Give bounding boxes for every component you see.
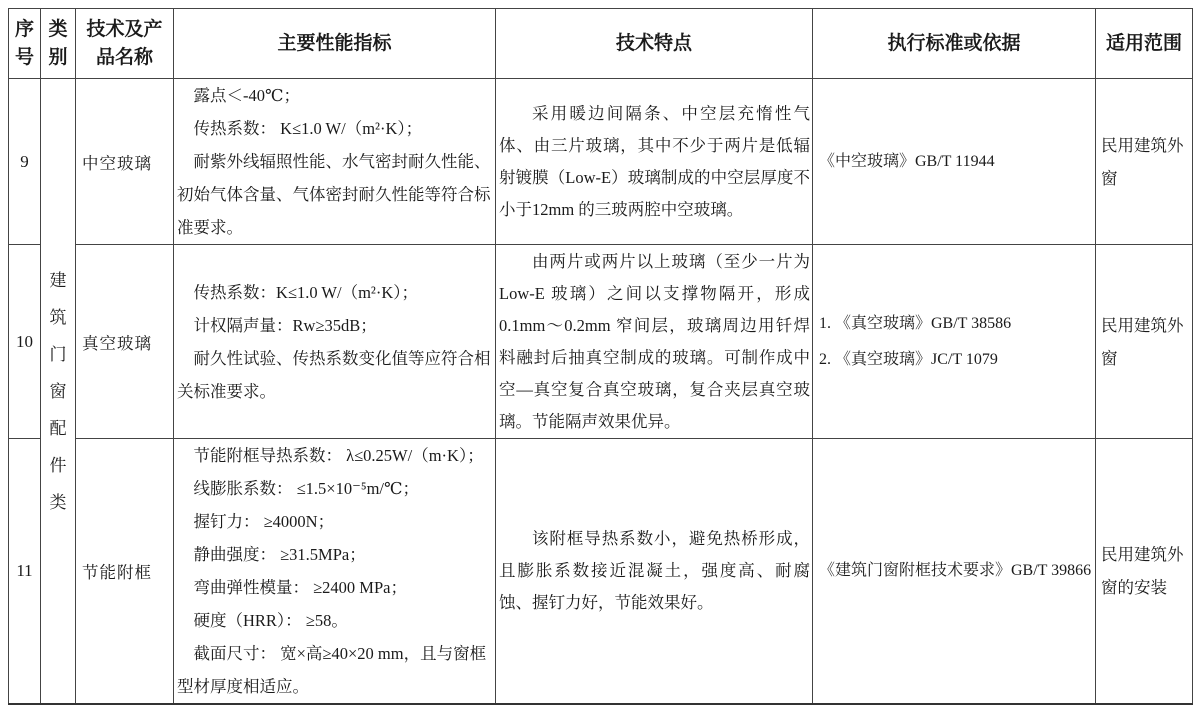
row10-performance-line: 传热系数：K≤1.0 W/（m²·K）； <box>193 282 419 302</box>
row11-performance-line: 线膨胀系数： ≤1.5×10⁻⁵m/℃； <box>193 479 419 498</box>
header-features: 技术特点 <box>496 9 813 79</box>
row10-product-name: 真空玻璃 <box>76 245 174 439</box>
row9-performance-line: 露点＜-40℃； <box>193 86 300 105</box>
row10-seq-no: 10 <box>9 245 41 439</box>
row10-scope-cell: 民用建筑外窗 <box>1096 245 1193 439</box>
row9-seq-no: 9 <box>9 79 41 245</box>
row9-scope-cell: 民用建筑外窗 <box>1096 79 1193 245</box>
header-performance: 主要性能指标 <box>174 9 496 79</box>
category-cell <box>41 79 76 705</box>
row9-standards-cell <box>813 79 1096 245</box>
row11-features-cell <box>496 439 813 705</box>
row11-product-name: 节能附框 <box>76 439 174 705</box>
row11-performance-line: 节能附框导热系数： λ≤0.25W/（m·K）； <box>193 446 484 465</box>
header-scope: 适用范围 <box>1096 9 1193 79</box>
row11-performance-line: 截面尺寸： 宽×高≥40×20 mm，且与窗框型材厚度相适应。 <box>177 644 487 696</box>
header-row <box>9 9 1193 79</box>
row11-standards-cell <box>813 439 1096 705</box>
row9-performance-cell <box>174 79 496 245</box>
row10-performance-cell <box>174 245 496 439</box>
row10-standards-cell <box>813 245 1096 439</box>
row11-seq-no: 11 <box>9 439 41 705</box>
row9-performance-line: 传热系数： K≤1.0 W/（m²·K）； <box>193 119 423 138</box>
header-standards: 执行标准或依据 <box>813 9 1096 79</box>
row10-performance-line: 计权隔声量：Rw≥35dB； <box>193 315 377 335</box>
row9-product-name: 中空玻璃 <box>76 79 174 245</box>
row10-features-cell <box>496 245 813 439</box>
row9-features-text: 采用暖边间隔条、中空层充惰性气体、由三片玻璃，其中不少于两片是低辐射镀膜（Low-E）玻璃制成的中空层厚度不小于12mm 的三玻两腔中空玻璃。 <box>499 103 810 219</box>
row11-standard-line: 《建筑门窗附框技术要求》GB/T 39866 <box>819 562 1092 579</box>
row11-performance-line: 弯曲弹性模量： ≥2400 MPa； <box>193 578 407 597</box>
table-row-10 <box>9 245 1193 439</box>
header-category: 类别 <box>41 9 76 79</box>
table-row-9 <box>9 79 1193 245</box>
row11-performance-line: 握钉力： ≥4000N； <box>193 512 335 531</box>
row9-features-cell <box>496 79 813 245</box>
row11-features-text: 该附框导热系数小，避免热桥形成，且膨胀系数接近混凝土，强度高、耐腐蚀、握钉力好，节能效果好。 <box>499 529 810 612</box>
header-seq-no: 序号 <box>9 9 41 79</box>
row10-performance-line: 耐久性试验、传热系数变化值等应符合相关标准要求。 <box>177 348 491 401</box>
header-product-name: 技术及产品名称 <box>76 9 174 79</box>
row10-standard-line: 1. 《真空玻璃》GB/T 38586 <box>819 314 1012 332</box>
row9-performance-line: 耐紫外线辐照性能、水气密封耐久性能、初始气体含量、气体密封耐久性能等符合标准要求。 <box>177 152 491 237</box>
row11-scope-cell: 民用建筑外窗的安装 <box>1096 439 1193 705</box>
row11-performance-line: 静曲强度： ≥31.5MPa； <box>193 545 366 564</box>
row11-performance-line: 硬度（HRR）： ≥58。 <box>193 611 348 630</box>
row10-features-text: 由两片或两片以上玻璃（至少一片为Low-E 玻璃）之间以支撑物隔开，形成0.1mm～0.2mm 窄间层，玻璃周边用钎焊料融封后抽真空制成的玻璃。可制作成中空—真空复合真空玻璃，复合夹层真空玻璃。节能隔声效果优异。 <box>499 251 810 431</box>
row10-standard-line: 2. 《真空玻璃》JC/T 1079 <box>819 350 998 368</box>
product-spec-table <box>8 8 1193 705</box>
row11-performance-cell <box>174 439 496 705</box>
row9-standard-line: 《中空玻璃》GB/T 11944 <box>819 152 995 170</box>
category-label: 建筑门窗配件类 <box>49 270 67 512</box>
table-row-11 <box>9 439 1193 705</box>
